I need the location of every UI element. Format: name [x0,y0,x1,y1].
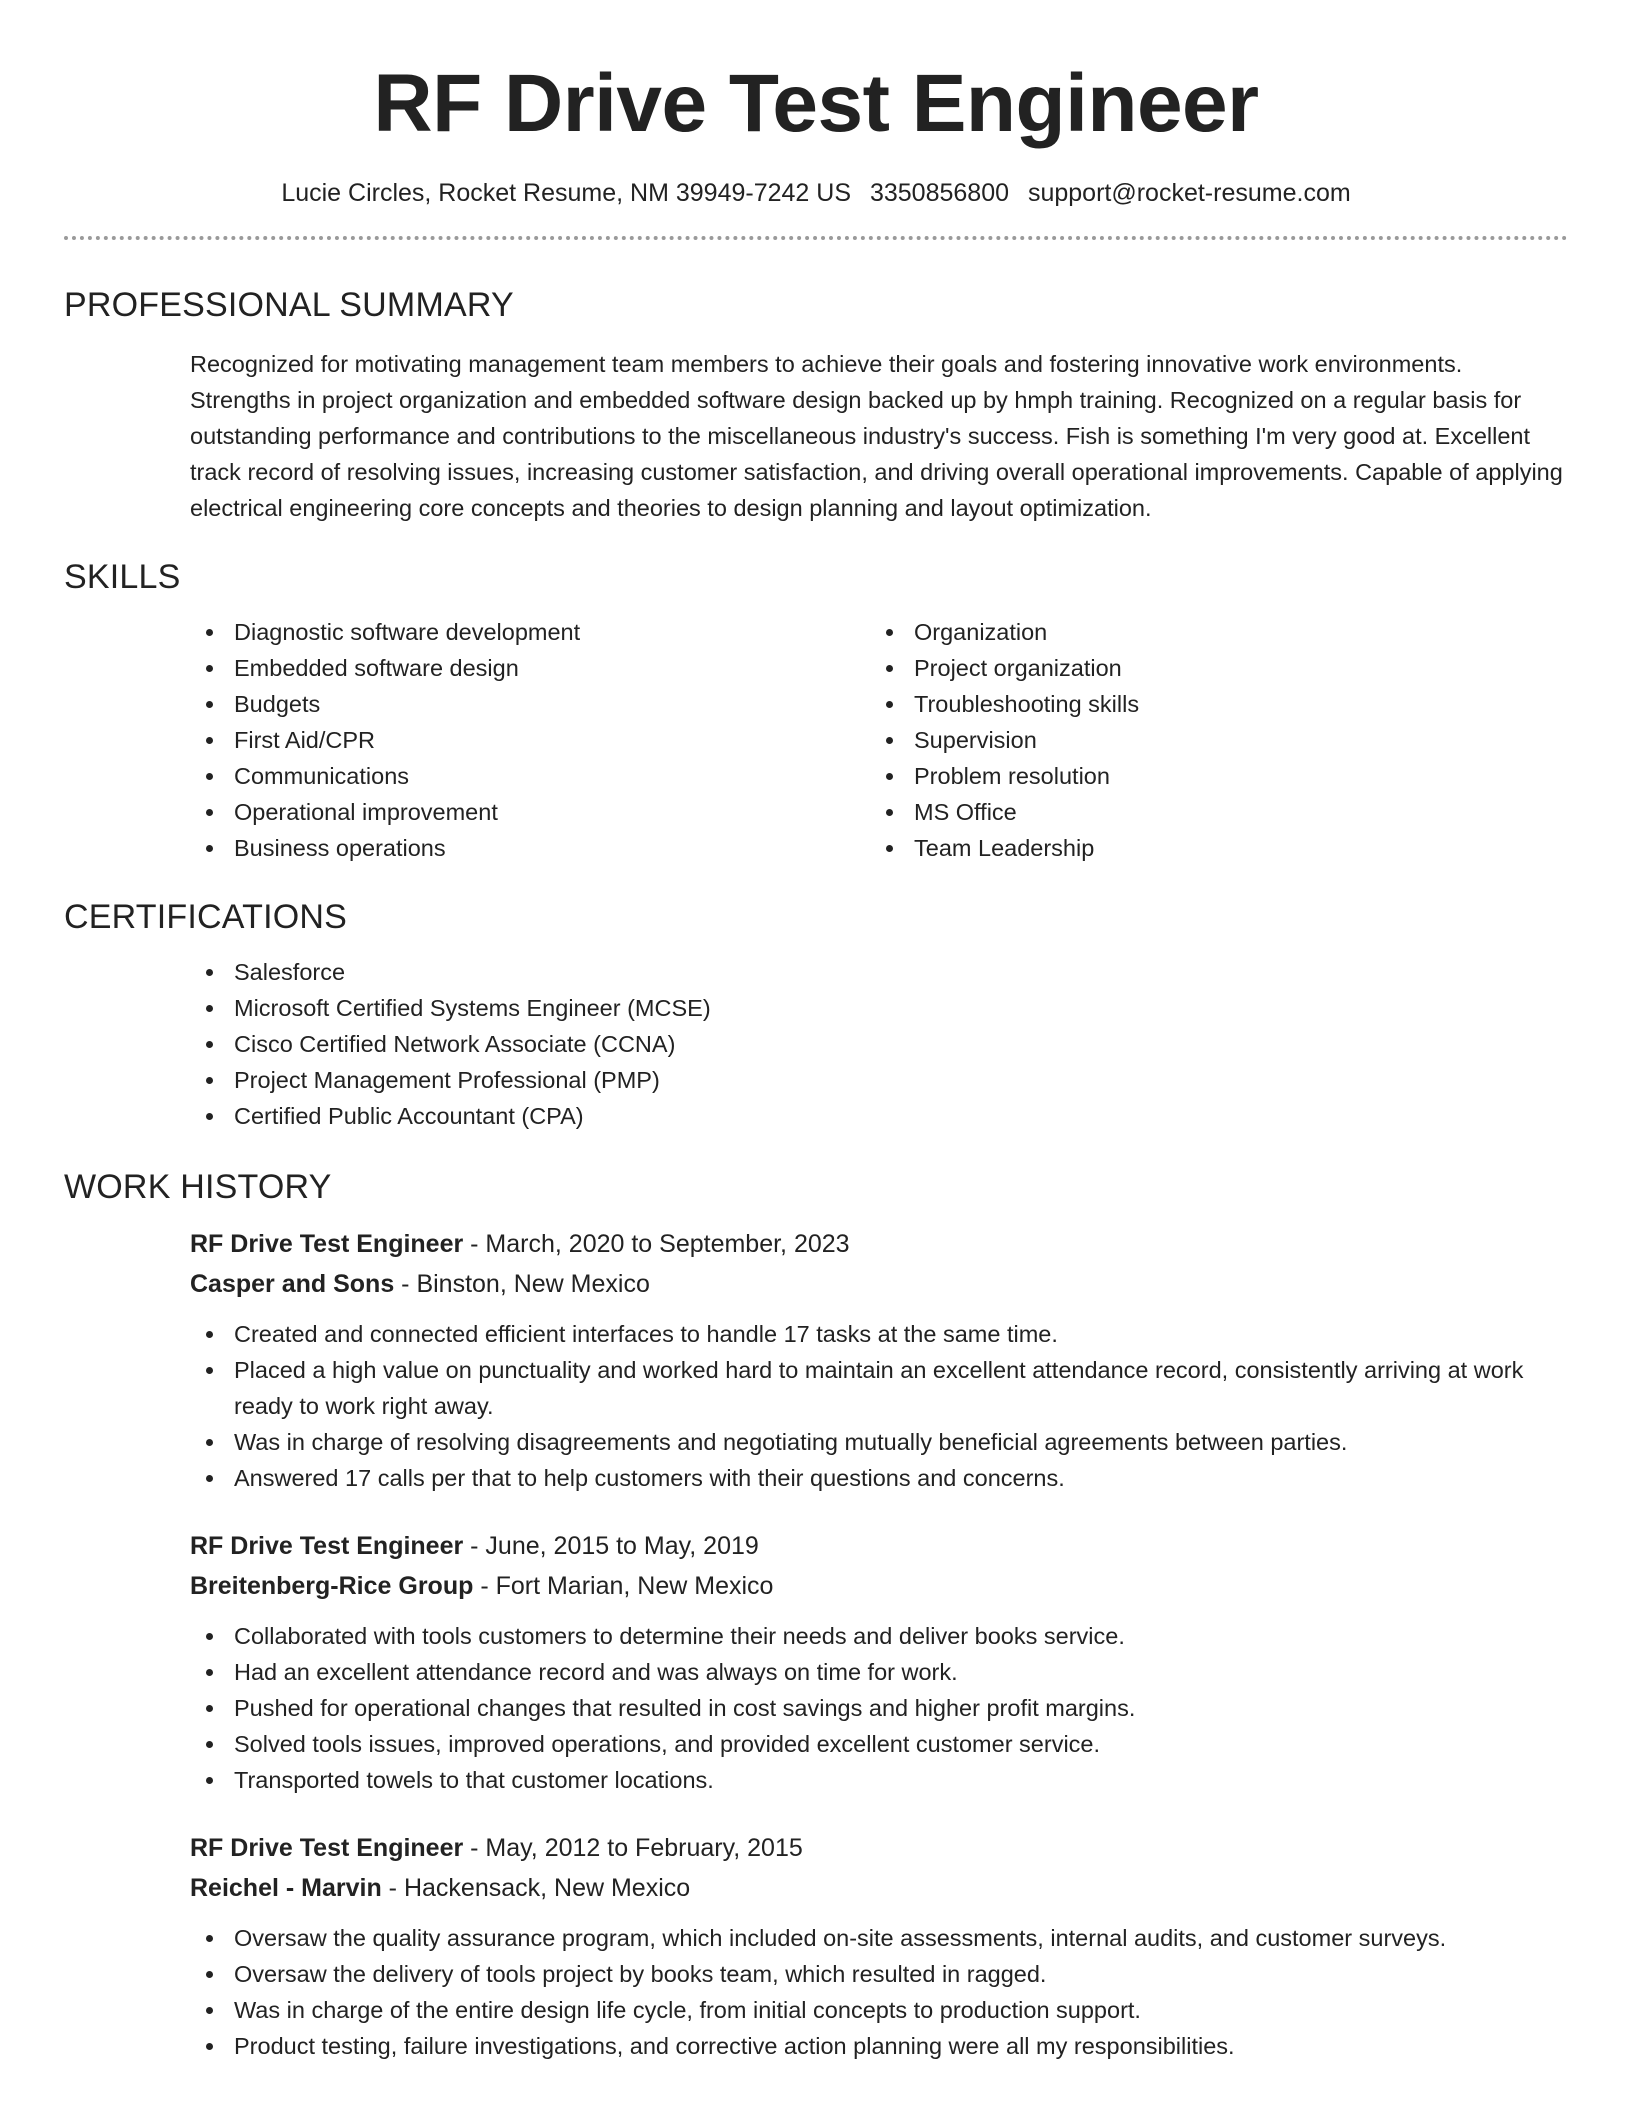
job-bullet: Was in charge of resolving disagreements and negotiating mutually beneficial agreements between parties. [190,1424,1568,1460]
summary-section [190,346,1568,526]
job-bullet: Oversaw the quality assurance program, which included on-site assessments, internal audits, and customer surveys. [190,1920,1568,1956]
skill-item: Embedded software design [190,650,870,686]
job-company: Breitenberg-Rice Group [190,1572,474,1600]
summary-heading: PROFESSIONAL SUMMARY [64,286,514,324]
job-bullets [190,1316,1568,1496]
resume-title: RF Drive Test Engineer [373,58,1259,149]
job-location: - Fort Marian, New Mexico [473,1572,774,1600]
certification-item: Microsoft Certified Systems Engineer (MCSE) [190,990,1568,1026]
certifications-section [190,954,1568,1134]
job-bullet: Created and connected efficient interfaces to handle 17 tasks at the same time. [190,1316,1568,1352]
job-company: Reichel - Marvin [190,1874,382,1902]
skill-item: Team Leadership [870,830,1550,866]
job-bullet: Transported towels to that customer locations. [190,1762,1568,1798]
job-bullet: Oversaw the delivery of tools project by books team, which resulted in ragged. [190,1956,1568,1992]
job-entry [190,1828,1568,2064]
job-company-line [190,1566,1568,1606]
job-bullet: Pushed for operational changes that resulted in cost savings and higher profit margins. [190,1690,1568,1726]
job-bullet: Product testing, failure investigations, and corrective action planning were all my responsibilities. [190,2028,1568,2064]
skills-heading: SKILLS [64,558,181,596]
skill-item: Organization [870,614,1550,650]
job-entry [190,1224,1568,1496]
job-bullets [190,1920,1568,2064]
job-bullet: Answered 17 calls per that to help customers with their questions and concerns. [190,1460,1568,1496]
skills-section [190,614,1568,866]
contact-address: Lucie Circles, Rocket Resume, NM 39949-7242 US [281,179,852,207]
job-bullet: Solved tools issues, improved operations, and provided excellent customer service. [190,1726,1568,1762]
summary-text: Recognized for motivating management team members to achieve their goals and fostering innovative work environments. Strengths in project organization and embedded software design backed up by hmph training. Recognized on a regular basis for outstanding performance and contributions to the miscellaneous industry's success. Fish is something I'm very good at. Excellent track record of resolving issues, increasing customer satisfaction, and driving overall operational improvements. Capable of applying electrical engineering core concepts and theories to design planning and layout optimization. [190,351,1563,521]
job-dates: - May, 2012 to February, 2015 [463,1834,803,1862]
job-location: - Hackensack, New Mexico [381,1874,691,1902]
job-dates: - June, 2015 to May, 2019 [463,1532,759,1560]
certifications-list [190,954,1568,1134]
job-bullet: Had an excellent attendance record and was always on time for work. [190,1654,1568,1690]
job-title: RF Drive Test Engineer [190,1532,464,1560]
header-divider [64,236,1568,240]
certification-item: Project Management Professional (PMP) [190,1062,1568,1098]
job-bullet: Was in charge of the entire design life cycle, from initial concepts to production support. [190,1992,1568,2028]
contact-email: support@rocket-resume.com [1027,179,1351,207]
job-entry [190,1526,1568,1798]
skill-item: Supervision [870,722,1550,758]
skill-item: Troubleshooting skills [870,686,1550,722]
job-title-line [190,1526,1568,1566]
skills-list-right [870,614,1550,866]
skill-item: Business operations [190,830,870,866]
skill-item: Operational improvement [190,794,870,830]
contact-phone: 3350856800 [869,179,1010,207]
job-dates: - March, 2020 to September, 2023 [463,1230,850,1258]
skill-item: Problem resolution [870,758,1550,794]
skill-item: First Aid/CPR [190,722,870,758]
job-company-line [190,1868,1568,1908]
job-title: RF Drive Test Engineer [190,1230,464,1258]
certification-item: Certified Public Accountant (CPA) [190,1098,1568,1134]
skill-item: MS Office [870,794,1550,830]
certification-item: Cisco Certified Network Associate (CCNA) [190,1026,1568,1062]
certification-item: Salesforce [190,954,1568,990]
skill-item: Communications [190,758,870,794]
job-company: Casper and Sons [190,1270,395,1298]
skill-item: Diagnostic software development [190,614,870,650]
job-title-line [190,1828,1568,1868]
job-bullet: Collaborated with tools customers to determine their needs and deliver books service. [190,1618,1568,1654]
job-company-line [190,1264,1568,1304]
contact-line [64,176,1568,210]
skill-item: Project organization [870,650,1550,686]
skills-list-left [190,614,870,866]
job-location: - Binston, New Mexico [394,1270,650,1298]
job-bullet: Placed a high value on punctuality and worked hard to maintain an excellent attendance record, consistently arriving at work ready to work right away. [190,1352,1568,1424]
job-title-line [190,1224,1568,1264]
job-title: RF Drive Test Engineer [190,1834,464,1862]
work-history-heading: WORK HISTORY [64,1168,332,1206]
certifications-heading: CERTIFICATIONS [64,898,348,936]
job-bullets [190,1618,1568,1798]
skill-item: Budgets [190,686,870,722]
